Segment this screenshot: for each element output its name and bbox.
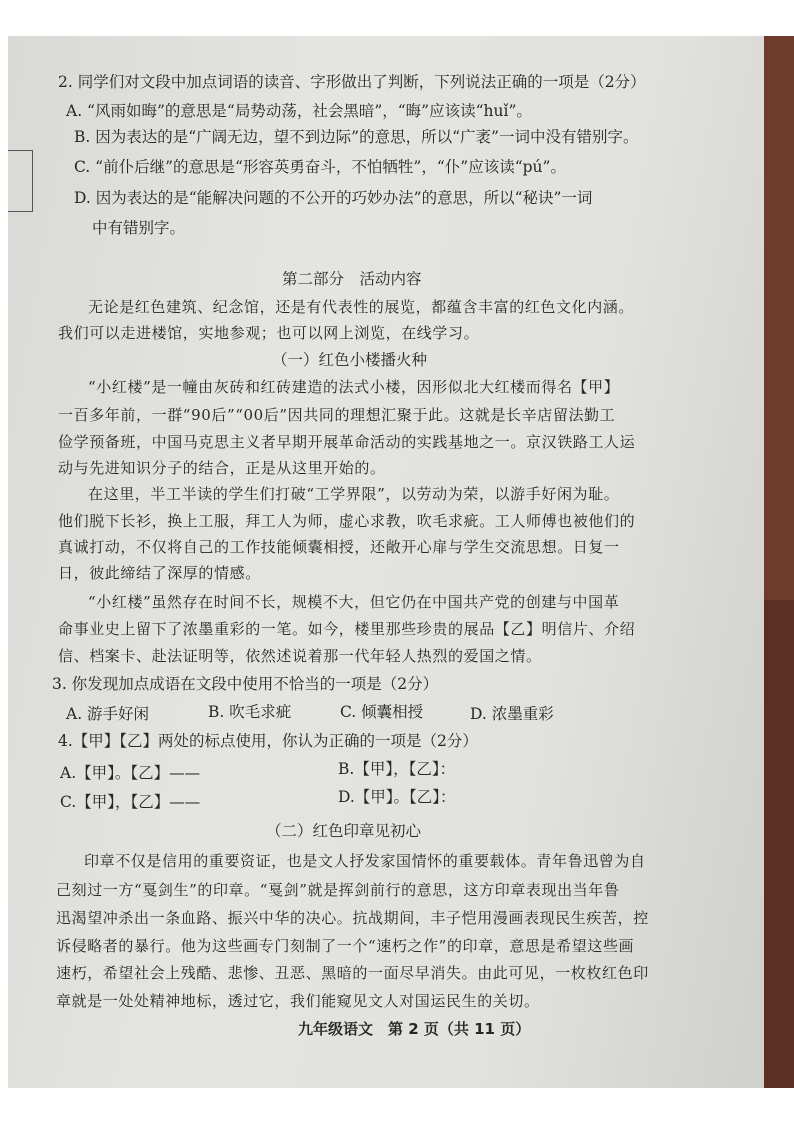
section1-p1-line4: 动与先进知识分子的结合，正是从这里开始的。	[58, 459, 386, 477]
section1-p1-line3: 俭学预备班，中国马克思主义者早期开展革命活动的实践基地之一。京汉铁路工人运	[58, 433, 636, 451]
section1-p3-line2: 命事业史上留下了浓墨重彩的一笔。如今，楼里那些珍贵的展品【乙】明信片、介绍	[58, 620, 636, 638]
section1-title: （一）红色小楼播火种	[272, 351, 428, 369]
q4-option-c: C.【甲】，【乙】——	[60, 793, 201, 811]
q4-stem: 4.【甲】【乙】两处的标点使用，你认为正确的一项是（2分）	[58, 732, 478, 750]
q4-option-b: B.【甲】，【乙】：	[338, 760, 456, 778]
section1-p2-line1: 在这里，半工半读的学生们打破“工学界限”，以劳动为荣，以游手好闲为耻。	[88, 485, 620, 503]
q2-option-d: D. 因为表达的是“能解决问题的不公开的巧妙办法”的意思，所以“秘诀”一词	[74, 189, 593, 207]
section2-line1: 印章不仅是信用的重要资证，也是文人抒发家国情怀的重要载体。青年鲁迅曾为自	[84, 852, 646, 870]
section1-p2-line2: 他们脱下长衫，换上工服，拜工人为师，虚心求教，吹毛求疵。工人师傅也被他们的	[58, 512, 636, 530]
section1-p3-line1: “小红楼”虽然存在时间不长，规模不大，但它仍在中国共产党的创建与中国革	[88, 593, 620, 611]
q3-option-d: D. 浓墨重彩	[470, 705, 554, 723]
q3-stem: 3. 你发现加点成语在文段中使用不恰当的一项是（2分）	[52, 675, 439, 693]
q3-option-a: A. 游手好闲	[66, 705, 150, 723]
section2-line3: 迅渴望冲杀出一条血路、振兴中华的决心。抗战期间，丰子恺用漫画表现民生疾苦，控	[56, 909, 649, 927]
q2-stem: 2. 同学们对文段中加点词语的读音、字形做出了判断，下列说法正确的一项是（2分）	[58, 73, 646, 91]
section2-line6: 章就是一处处精神地标，透过它，我们能窥见文人对国运民生的关切。	[56, 992, 540, 1010]
section2-line4: 诉侵略者的暴行。他为这些画专门刻制了一个“速朽之作”的印章，意思是希望这些画	[56, 937, 635, 955]
q3-option-c: C. 倾囊相授	[340, 703, 424, 721]
page-footer: 九年级语文 第 2 页（共 11 页）	[298, 1020, 531, 1038]
q3-option-b: B. 吹毛求疵	[208, 703, 292, 721]
q4-option-d: D.【甲】。【乙】：	[338, 788, 456, 806]
part2-intro-line1: 无论是红色建筑、纪念馆，还是有代表性的展览，都蕴含丰富的红色文化内涵。	[88, 298, 635, 316]
q2-option-c: C. “前仆后继”的意思是“形容英勇奋斗，不怕牺牲”，“仆”应该读“pú”。	[74, 158, 566, 176]
q4-option-a: A.【甲】。【乙】——	[60, 764, 201, 782]
section1-p2-line4: 日，彼此缔结了深厚的情感。	[58, 564, 261, 582]
q2-option-b: B. 因为表达的是“广阔无边，望不到边际”的意思，所以“广袤”一词中没有错别字。	[74, 128, 639, 146]
section2-title: （二）红色印章见初心	[266, 822, 422, 840]
binding-margin-box	[8, 150, 33, 212]
q2-option-a: A. “风雨如晦”的意思是“局势动荡，社会黑暗”，“晦”应该读“huǐ”。	[66, 102, 532, 120]
section1-p1-line2: 一百多年前，一群“90后”“00后”因共同的理想汇聚于此。这就是长辛店留法勤工	[58, 406, 616, 424]
section2-line2: 己刻过一方“戛剑生”的印章。“戛剑”就是挥剑前行的意思，这方印章表现出当年鲁	[56, 881, 620, 899]
part2-title: 第二部分 活动内容	[282, 270, 422, 288]
section1-p1-line1: “小红楼”是一幢由灰砖和红砖建造的法式小楼，因形似北大红楼而得名【甲】	[88, 378, 620, 396]
section1-p2-line3: 真诚打动，不仅将自己的工作技能倾囊相授，还敞开心扉与学生交流思想。日复一	[58, 538, 620, 556]
section2-line5: 速朽，希望社会上残酷、悲惨、丑恶、黑暗的一面尽早消失。由此可见，一枚枚红色印	[56, 964, 649, 982]
part2-intro-line2: 我们可以走进楼馆，实地参观；也可以网上浏览，在线学习。	[58, 324, 480, 342]
section1-p3-line3: 信、档案卡、赴法证明等，依然述说着那一代年轻人热烈的爱国之情。	[58, 647, 542, 665]
q2-option-d-cont: 中有错别字。	[92, 219, 186, 237]
